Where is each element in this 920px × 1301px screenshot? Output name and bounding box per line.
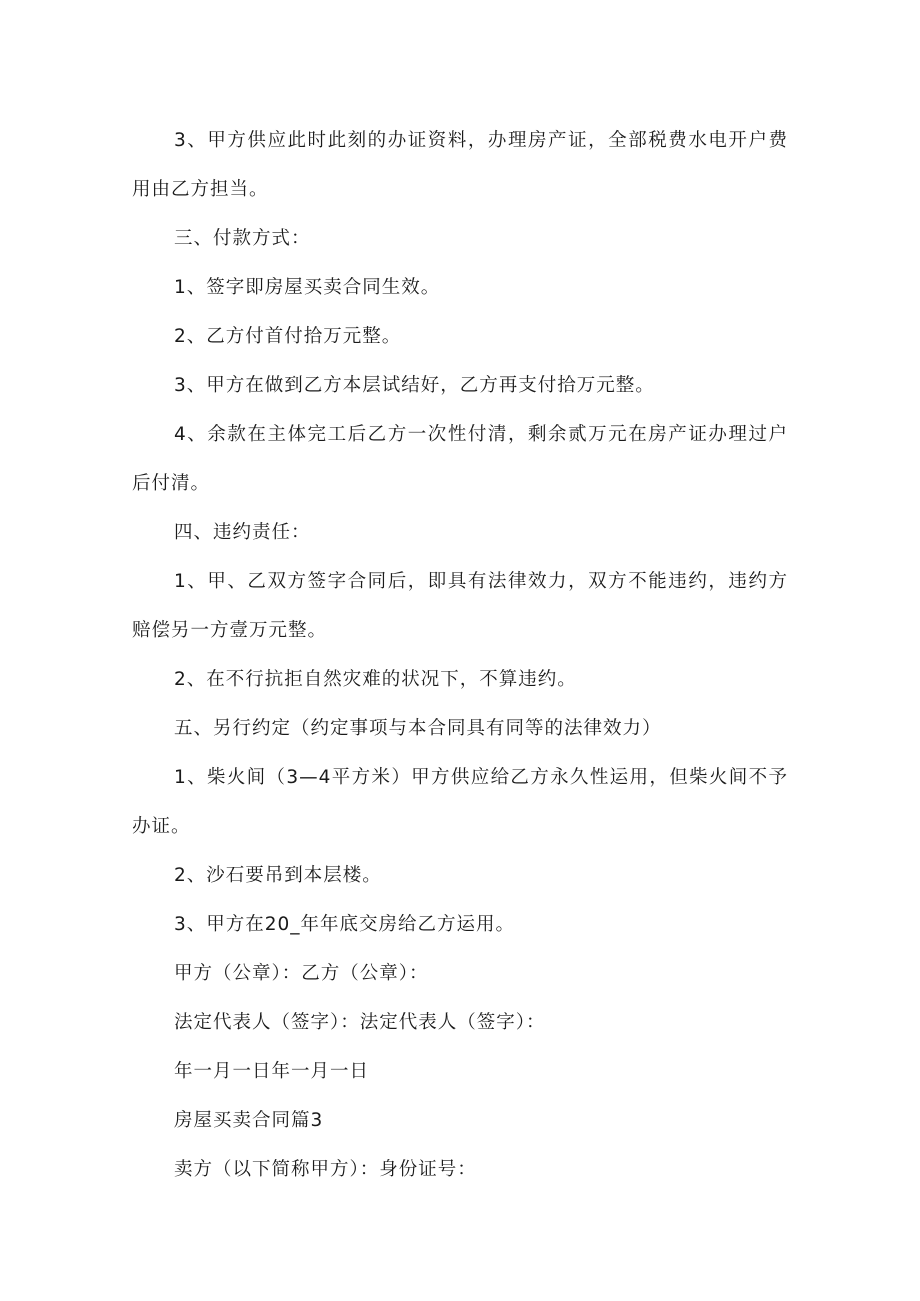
payment-clause-1: 1、签字即房屋买卖合同生效。 <box>174 277 441 298</box>
breach-clause-2: 2、在不行抗拒自然灾难的状况下，不算违约。 <box>174 669 577 690</box>
other-clause-2: 2、沙石要吊到本层楼。 <box>174 865 382 886</box>
breach-clause-1: 1、甲、乙双方签字合同后，即具有法律效力，双方不能违约，违约方赔偿另一方壹万元整。 <box>132 571 788 641</box>
legal-representative-line: 法定代表人（签字）：法定代表人（签字）： <box>174 1012 546 1033</box>
section-other-agreement-heading: 五、另行约定（约定事项与本合同具有同等的法律效力） <box>174 718 662 739</box>
payment-clause-4: 4、余款在主体完工后乙方一次性付清，剩余贰万元在房产证办理过户后付清。 <box>132 424 788 494</box>
seller-id-line: 卖方（以下简称甲方）：身份证号： <box>174 1159 477 1180</box>
payment-clause-3: 3、甲方在做到乙方本层试结好，乙方再支付拾万元整。 <box>174 375 655 396</box>
section-payment-heading: 三、付款方式： <box>174 228 311 249</box>
clause-3-certificate-fees: 3、甲方供应此时此刻的办证资料，办理房产证，全部税费水电开户费用由乙方担当。 <box>132 130 788 200</box>
payment-clause-2: 2、乙方付首付拾万元整。 <box>174 326 402 347</box>
other-clause-1: 1、柴火间（3—4平方米）甲方供应给乙方永久性运用，但柴火间不予办证。 <box>132 767 788 837</box>
contract-section-title: 房屋买卖合同篇3 <box>174 1110 324 1131</box>
date-line: 年一月一日年一月一日 <box>174 1061 370 1082</box>
section-breach-heading: 四、违约责任： <box>174 522 311 543</box>
other-clause-3: 3、甲方在20_年年底交房给乙方运用。 <box>174 914 516 935</box>
document-body <box>132 116 788 1194</box>
party-seal-line: 甲方（公章）：乙方（公章）： <box>174 963 429 984</box>
